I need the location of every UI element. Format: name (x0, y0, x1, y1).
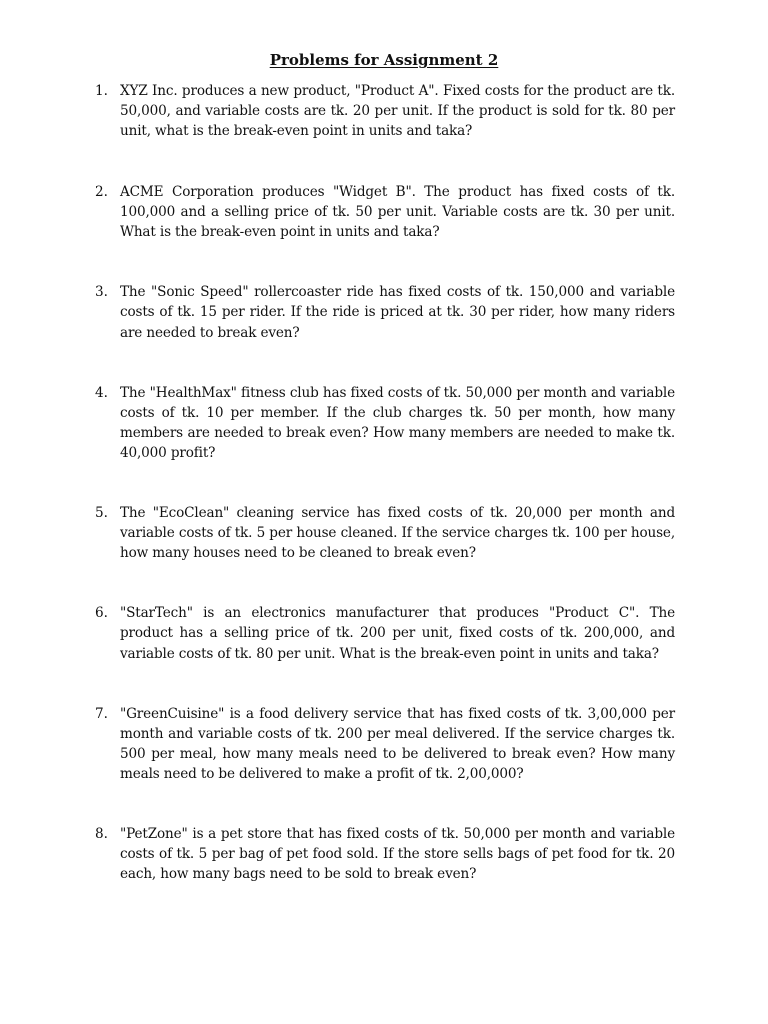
problem-number: 4. (95, 384, 108, 401)
problem-number: 8. (95, 825, 108, 842)
problem-list (95, 81, 675, 924)
document-title (0, 51, 768, 69)
problem-item-7 (95, 704, 675, 785)
problem-number: 5. (95, 504, 108, 521)
problem-item-4 (95, 383, 675, 464)
problem-text: "PetZone" is a pet store that has fixed costs of tk. 50,000 per month and variable costs of tk. 5 per bag of pet food sold. If the store sells bags of pet food for tk. 20 each, how many bags need to be sold to break even? (120, 825, 675, 883)
problem-number: 7. (95, 705, 108, 722)
problem-item-2 (95, 182, 675, 243)
problem-text: The "EcoClean" cleaning service has fixed costs of tk. 20,000 per month and variable costs of tk. 5 per house cleaned. If the service charges tk. 100 per house, how many houses need to be cleaned to break even? (120, 504, 675, 562)
problem-item-5 (95, 503, 675, 564)
problem-item-8 (95, 824, 675, 885)
problem-number: 1. (95, 83, 108, 99)
problem-text: "StarTech" is an electronics manufacturer that produces "Product C". The product has a selling price of tk. 200 per unit, fixed costs of tk. 200,000, and variable costs of tk. 80 per unit. What is the break-even point in units and taka? (120, 605, 675, 662)
problem-text: ACME Corporation produces "Widget B". The product has fixed costs of tk. 100,000 and a selling price of tk. 50 per unit. Variable costs are tk. 30 per unit. What is the break-even point in units and taka? (120, 183, 675, 241)
document-title-text: Problems for Assignment 2 (269, 51, 499, 69)
problem-number: 6. (95, 605, 108, 622)
problem-item-1 (95, 81, 675, 142)
problem-text: XYZ Inc. produces a new product, "Product A". Fixed costs for the product are tk. 50,000, and variable costs are tk. 20 per unit. If the product is sold for tk. 80 per unit, what is the break-even point in units and taka? (120, 83, 675, 140)
problem-number: 3. (95, 284, 108, 301)
problem-item-6 (95, 603, 675, 664)
problem-text: The "Sonic Speed" rollercoaster ride has fixed costs of tk. 150,000 and variable costs of tk. 15 per rider. If the ride is priced at tk. 30 per rider, how many riders are needed to break even? (120, 284, 675, 341)
problem-text: The "HealthMax" fitness club has fixed costs of tk. 50,000 per month and variable costs of tk. 10 per member. If the club charges tk. 50 per month, how many members are needed to break even? How many members are needed to make tk. 40,000 profit? (120, 384, 675, 462)
problem-number: 2. (95, 183, 108, 200)
problem-text: "GreenCuisine" is a food delivery service that has fixed costs of tk. 3,00,000 per month and variable costs of tk. 200 per meal delivered. If the service charges tk. 500 per meal, how many meals need to be delivered to break even? How many meals need to be delivered to make a profit of tk. 2,00,000? (120, 705, 675, 783)
problem-item-3 (95, 282, 675, 343)
